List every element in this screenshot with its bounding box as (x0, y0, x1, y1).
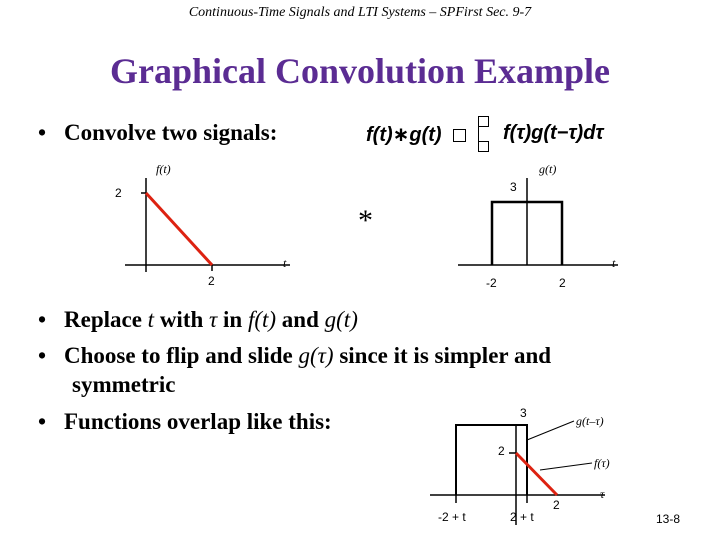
bullet-replace-pre: Replace (64, 307, 148, 332)
bullet-flip (38, 343, 551, 369)
bullet-dot: • (38, 120, 47, 145)
f-label-leader (540, 463, 592, 470)
slide-title: Graphical Convolution Example (109, 51, 611, 91)
bullet-replace-g: g(t) (324, 307, 358, 332)
bullet-flip-g: g(τ) (298, 343, 334, 368)
plot-overlap-f-tick-label: 2 (553, 498, 560, 512)
slide-header: Continuous-Time Signals and LTI Systems – SPFirst Sec. 9-7 (188, 5, 532, 20)
convolution-formula-rhs: f(τ)g(t−τ)dτ (503, 122, 604, 144)
plot-g-x-tick-right: 2 (559, 276, 566, 290)
plot-overlap-x-tick-left: -2 + t (438, 510, 466, 524)
bullet-replace-f: f(t) (247, 307, 277, 332)
bullet-dot: • (38, 307, 47, 332)
plot-f-y-tick-label: 2 (115, 186, 122, 200)
plot-f (125, 178, 290, 272)
bullet-replace-t: t (147, 307, 155, 332)
plot-f-x-tick-label: 2 (208, 274, 215, 288)
plot-g (458, 178, 618, 265)
plot-overlap-height-label: 3 (520, 406, 527, 420)
plot-g-x-tick-left: -2 (486, 276, 497, 290)
bullet-overlap (38, 409, 332, 435)
plot-overlap-f-label: f(τ) (594, 456, 610, 470)
plot-f-axis-label: t (283, 256, 287, 270)
bullet-dot: • (38, 409, 47, 434)
bullet-dot: • (38, 343, 47, 368)
plot-g-height-label: 3 (510, 180, 517, 194)
slide-number: 13-8 (656, 512, 681, 526)
plot-overlap-f-height-label: 2 (498, 444, 505, 458)
bullet-overlap-text: Functions overlap like this: (64, 409, 332, 434)
plot-overlap-axis-label: τ (600, 487, 605, 501)
convolution-star-icon: * (358, 204, 373, 237)
plot-f-title: f(t) (156, 162, 171, 176)
bullet-flip-post: since it is simpler and (333, 343, 552, 368)
bullet-convolve-text: Convolve two signals: (64, 120, 278, 145)
f-tau-ramp (516, 453, 557, 495)
bullet-flip-pre: Choose to flip and slide (64, 343, 299, 368)
f-signal-ramp (146, 193, 212, 265)
bullet-replace (38, 307, 358, 333)
bullet-replace-tau: τ (209, 307, 218, 332)
bullet-flip-line2: symmetric (72, 372, 176, 397)
g-label-leader (527, 421, 574, 440)
plot-overlap-x-tick-right: 2 + t (510, 510, 534, 524)
plot-g-title: g(t) (539, 162, 557, 176)
plot-g-axis-label: t (612, 256, 616, 270)
plot-overlap-g-label: g(t–τ) (576, 414, 604, 428)
bullet-replace-with: with (154, 307, 210, 332)
bullet-replace-and: and (276, 307, 325, 332)
bullet-replace-in: in (217, 307, 248, 332)
convolution-formula-lhs: f(t)∗g(t) (366, 124, 442, 146)
